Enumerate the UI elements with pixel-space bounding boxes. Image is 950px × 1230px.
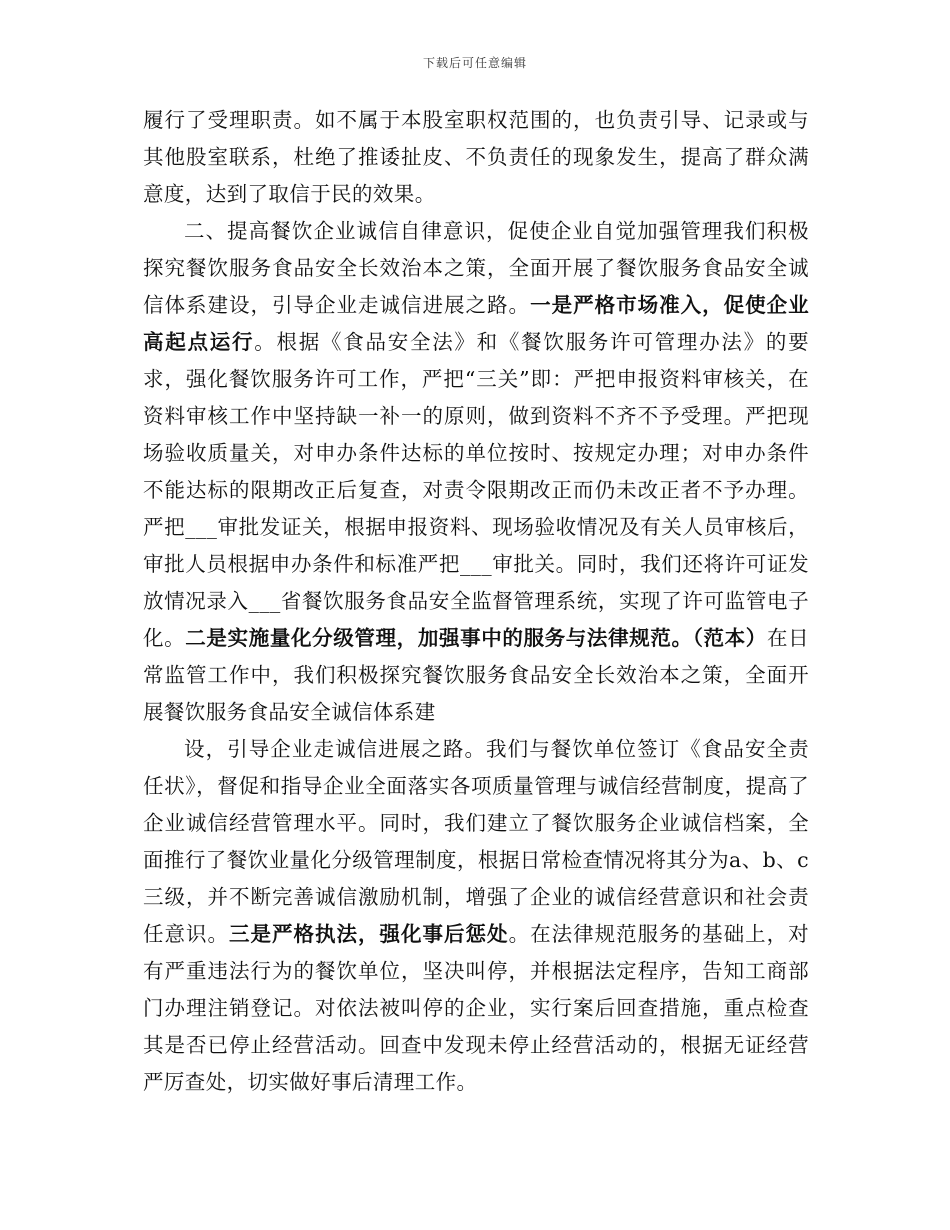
page-header: 下载后可任意编辑 (422, 56, 527, 70)
point-one-heading: 一是严格市场准入，促使企业高起点运行 (143, 293, 809, 354)
point-two-body: 在日常监管工作中，我们积极探究餐饮服务食品安全长效治本之策，全面开展餐饮服务食品安全诚信体系建 (143, 626, 809, 724)
paragraph-2-intro: 二、提高餐饮企业诚信自律意识，促使企业自觉加强管理我们积极探究餐饮服务食品安全长效治本之策，全面开展了餐饮服务食品安全诚信体系建设，引导企业走诚信进展之路。 (143, 219, 809, 317)
paragraph-3-intro: 设，引导企业走诚信进展之路。我们与餐饮单位签订《食品安全责任状》，督促和指导企业全面落实各项质量管理与诚信经营制度，提高了企业诚信经营管理水平。同时，我们建立了餐饮服务企业诚信档案，全面推行了餐饮业量化分级管理制度，根据日常检查情况将其分为a、b、c三级，并不断完善诚信激励机制，增强了企业的诚信经营意识和社会责任意识。 (143, 737, 809, 946)
paragraph-2 (143, 213, 809, 731)
paragraph-1: 履行了受理职责。如不属于本股室职权范围的，也负责引导、记录或与其他股室联系，杜绝了推诿扯皮、不负责任的现象发生，提高了群众满意度，达到了取信于民的效果。 (143, 108, 809, 206)
point-three-body: 。在法律规范服务的基础上，对有严重违法行为的餐饮单位，坚决叫停，并根据法定程序，告知工商部门办理注销登记。对依法被叫停的企业，实行案后回查措施，重点检查其是否已停止经营活动。回查中发现未停止经营活动的，根据无证经营严厉查处，切实做好事后清理工作。 (143, 922, 809, 1094)
document-body (143, 102, 809, 1101)
point-one-body: 。根据《食品安全法》和《餐饮服务许可管理办法》的要求，强化餐饮服务许可工作，严把“三关”即：严把申报资料审核关，在资料审核工作中坚持缺一补一的原则，做到资料不齐不予受理。严把现场验收质量关，对申办条件达标的单位按时、按规定办理；对申办条件不能达标的限期改正后复查，对责令限期改正而仍未改正者不予办理。严把___审批发证关，根据申报资料、现场验收情况及有关人员审核后，审批人员根据申办条件和标准严把___审批关。同时，我们还将许可证发放情况录入___省餐饮服务食品安全监督管理系统，实现了许可监管电子化。 (143, 330, 810, 650)
point-three-heading: 三是严格执法，强化事后惩处 (229, 922, 509, 946)
paragraph-3 (143, 731, 809, 1101)
point-two-heading: 二是实施量化分级管理，加强事中的服务与法律规范。（范本） (185, 626, 767, 650)
